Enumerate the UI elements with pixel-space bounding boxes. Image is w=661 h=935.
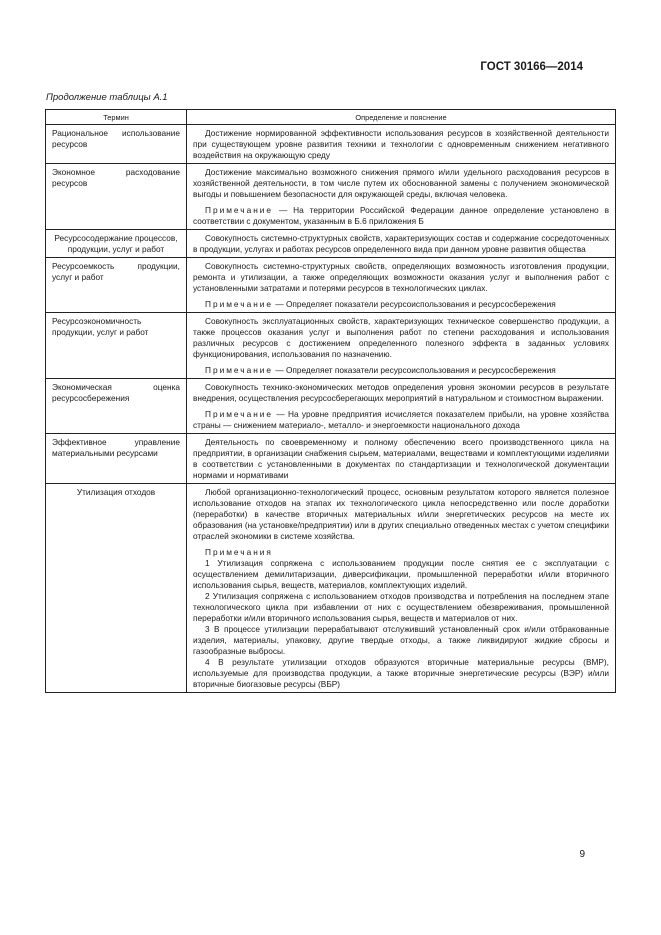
definition-cell [187,125,616,164]
definition-text: Деятельность по своевременному и полному обеспечению всего производственного цикла на предприятии, в организации снабжения сырьем, материалами, веществами и комплектующими изделиями в соответствии с установленными в документах по стандартизации и технологической документации нормами и нормативами [193,437,609,480]
page-number: 9 [579,849,585,860]
definition-cell [187,313,616,379]
table-header-row [46,110,616,125]
definition-text: Совокупность технико-экономических методов определения уровня экономии ресурсов в результате внедрения, осуществления ресурсосберегающих мероприятий в натуральном и стоимостном выражении. [193,382,609,403]
table-row [46,313,616,379]
table-row [46,230,616,258]
table-row [46,434,616,484]
note-label: Примечание [205,205,274,215]
term-cell: Рациональное использование ресурсов [46,125,187,164]
note [193,409,609,431]
definition-text: Совокупность системно-структурных свойств, характеризующих состав и содержание сосредоточенных в продукции, услугах и работах ресурсов определенного вида при данном уровне развития общества [193,233,609,254]
definition-text: Совокупность системно-структурных свойств, определяющих возможность изготовления продукции, ремонта и утилизации, а также определяющих возможности оказания услуг и выполнения работ с установленными затратами и потерями ресурсов в технологических циклах. [193,261,609,293]
note-item: 3 В процессе утилизации перерабатывают отслуживший установленный срок и/или отбракованные изделия, материалы, упаковку, другие твердые отходы, а также ликвидируют жидкие сбросы и газообразные выбросы. [193,624,609,656]
column-header-definition: Определение и пояснение [187,110,616,125]
note-text: — Определяет показатели ресурсоиспользования и ресурсосбережения [273,299,556,309]
note-label: Примечание [205,409,274,419]
note [193,365,609,376]
table-row [46,379,616,434]
definition-cell [187,164,616,230]
document-code: ГОСТ 30166—2014 [480,61,583,73]
definition-text: Достижение нормированной эффективности использования ресурсов в хозяйственной деятельности при существующем уровне развития техники и технологии с одновременным снижением негативного воздействия на окружающую среду [193,128,609,160]
column-header-term: Термин [46,110,187,125]
table-row [46,125,616,164]
note-label: Примечание [205,299,274,309]
definition-text: Достижение максимально возможного снижения прямого и/или удельного расходования ресурсов в хозяйственной деятельности, в том числе путем их обоснованной замены с получением экономической выгоды и повышением безопасности для окружающей среды, включая человека. [193,167,609,199]
definition-cell [187,434,616,484]
terms-table [45,109,616,693]
note [193,299,609,310]
term-cell: Утилизация отходов [46,484,187,693]
note-item: 2 Утилизация сопряжена с использованием отходов производства и потребления на последнем этапе технологического цикла при избавлении от них с осуществлением обезвреживания, промышленной переработки и/или вторичного использования сырья, веществ и материалов от них. [193,591,609,623]
definition-text: Совокупность эксплуатационных свойств, характеризующих техническое совершенство продукции, а также процессов оказания услуг и выполнения работ по степени расходования и использования различных ресурсов с достижением определенного полезного эффекта в заданных условиях функционирования, использования по назначению. [193,316,609,359]
note-text: — На территории Российской Федерации данное определение установлено в соответствии с документом, указанным в Б.6 приложения Б [193,205,609,226]
term-cell: Экономическая оценка ресурсосбережения [46,379,187,434]
note-label: Примечание [205,365,274,375]
definition-cell [187,484,616,693]
definition-cell [187,230,616,258]
term-cell: Ресурсоэкономичность продукции, услуг и работ [46,313,187,379]
definition-cell [187,379,616,434]
table-row [46,258,616,313]
term-cell: Ресурсосодержание процессов, продукции, услуг и работ [46,230,187,258]
note-text: — Определяет показатели ресурсоиспользования и ресурсосбережения [273,365,556,375]
note-text: — На уровне предприятия исчисляется показателем прибыли, на уровне хозяйства страны — снижением материало-, металло- и энергоемкости национального дохода [193,409,609,430]
table-row [46,484,616,693]
table-caption: Продолжение таблицы А.1 [46,92,168,103]
note [193,205,609,227]
term-cell: Эффективное управление материальными ресурсами [46,434,187,484]
term-cell: Ресурсоемкость продукции, услуг и работ [46,258,187,313]
notes-heading: Примечания [205,547,273,557]
note-item: 1 Утилизация сопряжена с использованием продукции после снятия ее с эксплуатации с осуществлением демилитаризации, диверсификации, промышленной переработки и/или вторичного использования сырья, веществ, материалов, комплектующих изделий. [193,558,609,590]
table-row [46,164,616,230]
note-item: 4 В результате утилизации отходов образуются вторичные материальные ресурсы (ВМР), используемые для производства продукции, а также вторичные энергетические ресурсы (ВЭР) и/или вторичные биогазовые ресурсы (ВБР) [193,657,609,689]
definition-cell [187,258,616,313]
definition-text: Любой организационно-технологический процесс, основным результатом которого является полезное использование отходов на этапах их технологического цикла непосредственно или после доработки (переработки) в качестве вторичных материальных и/или энергетических ресурсов на месте их образования (на установке/предприятии) или в других специально отведенных местах с учетом специфики отраслей экономики в системе хозяйства. [193,487,609,541]
term-cell: Экономное расходование ресурсов [46,164,187,230]
